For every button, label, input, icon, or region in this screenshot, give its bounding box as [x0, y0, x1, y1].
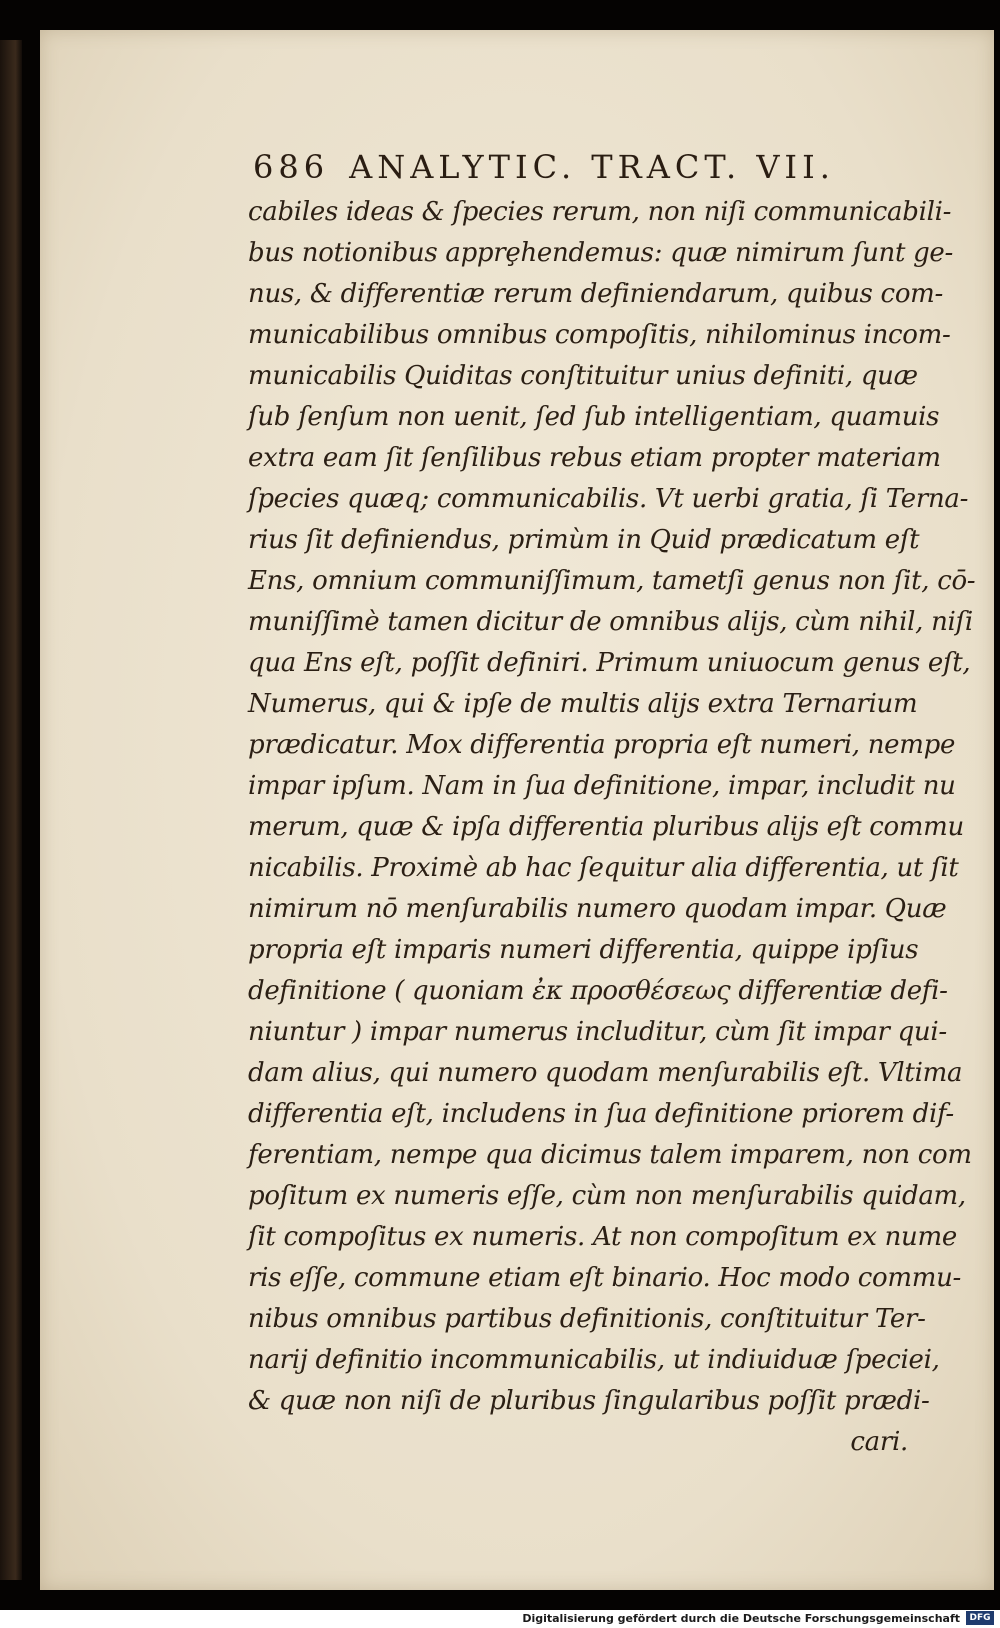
text-line: nimirum nō menſurabilis numero quodam impar. Quæ — [248, 894, 947, 924]
text-line: ferentiam, nempe qua dicimus talem imparem, non com — [248, 1140, 972, 1170]
text-line: impar ipſum. Nam in ſua definitione, impar, includit nu — [248, 771, 956, 801]
text-line: rius ſit definiendus, primùm in Quid prædicatum eſt — [248, 525, 920, 555]
catchword: cari. — [850, 1427, 908, 1457]
text-line: niuntur ) impar numerus includitur, cùm ſit impar qui- — [248, 1017, 947, 1047]
text-line: prædicatur. Mox differentia propria eſt numeri, nempe — [248, 730, 956, 760]
page-number: 686 — [253, 148, 330, 186]
text-line: ſpecies quæq; communicabilis. Vt uerbi gratia, ſi Terna- — [248, 484, 969, 514]
text-line: municabilibus omnibus compoſitis, nihilominus incom- — [248, 320, 951, 350]
text-line: nibus omnibus partibus definitionis, conſtituitur Ter- — [248, 1304, 926, 1334]
body-text — [248, 192, 976, 1463]
text-line: merum, quæ & ipſa differentia pluribus alijs eſt commu — [248, 812, 964, 842]
text-line: ſub ſenſum non uenit, ſed ſub intelligentiam, quamuis — [248, 402, 940, 432]
text-line: bus notionibus apprȩhendemus: quæ nimirum ſunt ge- — [248, 238, 954, 268]
dfg-logo: DFG — [966, 1611, 994, 1625]
text-line: Numerus, qui & ipſe de multis alijs extra Ternarium — [248, 689, 918, 719]
funding-credit: Digitalisierung gefördert durch die Deutsche Forschungsgemeinschaft — [522, 1612, 960, 1625]
running-head — [253, 148, 893, 188]
text-line: dam alius, qui numero quodam menſurabilis eſt. Vltima — [248, 1058, 963, 1088]
text-line: qua Ens eſt, poſſit definiri. Primum uniuocum genus eſt, — [248, 648, 971, 678]
text-line: poſitum ex numeris eſſe, cùm non menſurabilis quidam, — [248, 1181, 966, 1211]
binding-edge — [0, 40, 22, 1580]
text-line: extra eam ſit ſenſilibus rebus etiam propter materiam — [248, 443, 941, 473]
text-line: & quæ non niſi de pluribus ſingularibus poſſit prædi- — [248, 1386, 930, 1416]
text-line: nus, & differentiæ rerum definiendarum, quibus com- — [248, 279, 944, 309]
running-head-title: ANALYTIC. TRACT. VII. — [349, 148, 835, 186]
text-line: definitione ( quoniam ἐκ προσθέσεως differentiæ defi- — [248, 976, 948, 1006]
text-line: cabiles ideas & ſpecies rerum, non niſi communicabili- — [248, 197, 952, 227]
text-line: Ens, omnium communiſſimum, tametſi genus non ſit, cō- — [248, 566, 976, 596]
text-line: muniſſimè tamen dicitur de omnibus alijs, cùm nihil, niſi — [248, 607, 973, 637]
text-line: municabilis Quiditas conſtituitur unius definiti, quæ — [248, 361, 918, 391]
text-line: ſit compoſitus ex numeris. At non compoſitum ex nume — [248, 1222, 957, 1252]
text-line: narij definitio incommunicabilis, ut indiuiduæ ſpeciei, — [248, 1345, 940, 1375]
text-line: nicabilis. Proximè ab hac ſequitur alia differentia, ut ſit — [248, 853, 959, 883]
text-line: propria eſt imparis numeri differentia, quippe ipſius — [248, 935, 919, 965]
text-line: ris eſſe, commune etiam eſt binario. Hoc modo commu- — [248, 1263, 962, 1293]
text-line: differentia eſt, includens in ſua definitione priorem dif- — [248, 1099, 954, 1129]
